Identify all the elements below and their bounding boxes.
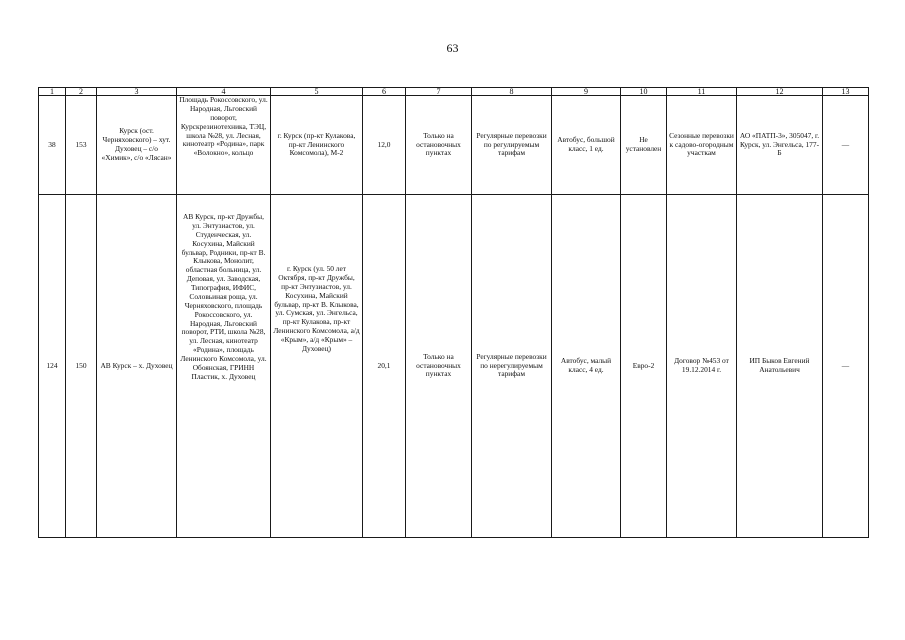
route-streets: г. Курск (пр-кт Кулакова, пр-кт Ленинского Комсомола), М-2 <box>271 96 363 195</box>
transport-type: Регулярные перевозки по регулируемым тарифам <box>472 96 552 195</box>
row-id: 124 <box>39 195 66 538</box>
eco-class: Евро-2 <box>621 195 667 538</box>
column-number: 1 <box>39 88 66 96</box>
column-number: 7 <box>406 88 472 96</box>
boarding-procedure: Только на остановочных пунктах <box>406 195 472 538</box>
start-date: Сезонные перевозки к садово-огородным участкам <box>667 96 737 195</box>
row-id: 38 <box>39 96 66 195</box>
route-number: 150 <box>66 195 97 538</box>
route-name: Курск (ост. Черняховского) – хут. Духовец – с/о «Химик», с/о «Лясан» <box>97 96 177 195</box>
column-number: 10 <box>621 88 667 96</box>
column-number: 12 <box>737 88 823 96</box>
eco-class: Не установлен <box>621 96 667 195</box>
column-number: 13 <box>823 88 869 96</box>
route-name: АВ Курск – х. Духовец <box>97 195 177 538</box>
column-number: 11 <box>667 88 737 96</box>
start-date: Договор №453 от 19.12.2014 г. <box>667 195 737 538</box>
boarding-procedure: Только на остановочных пунктах <box>406 96 472 195</box>
routes-table <box>38 87 869 538</box>
table-row <box>39 195 869 538</box>
column-number: 2 <box>66 88 97 96</box>
route-length: 20,1 <box>363 195 406 538</box>
route-streets: г. Курск (ул. 50 лет Октября, пр-кт Дружбы, пр-кт Энтузиастов, ул. Косухина, Майский бульвар, пр-кт В. Клыкова, ул. Сумская, ул. Энгельса, пр-кт Кулакова, пр-кт Ленинского Комсомола, а/д «Крым», а/д «Крым» – Духовец) <box>271 195 363 538</box>
column-number: 6 <box>363 88 406 96</box>
vehicles: Автобус, малый класс, 4 ед. <box>552 195 621 538</box>
column-number: 8 <box>472 88 552 96</box>
column-number: 9 <box>552 88 621 96</box>
page-number: 63 <box>446 41 459 55</box>
column-number: 4 <box>177 88 271 96</box>
column-number: 5 <box>271 88 363 96</box>
notes: — <box>823 96 869 195</box>
table-row <box>39 96 869 195</box>
route-stops: Площадь Рокоссовского, ул. Народная, Льговский поворот, Курскрезинотехника, ТЭЦ, школа №28, ул. Лесная, кинотеатр «Родина», парк «Волокно», кольцо <box>177 96 271 195</box>
route-length: 12,0 <box>363 96 406 195</box>
column-number: 3 <box>97 88 177 96</box>
transport-type: Регулярные перевозки по нерегулируемым тарифам <box>472 195 552 538</box>
column-numbers-row <box>39 88 869 96</box>
route-number: 153 <box>66 96 97 195</box>
carrier: ИП Быков Евгений Анатольевич <box>737 195 823 538</box>
route-stops: АВ Курск, пр-кт Дружбы, ул. Энтузиастов, ул. Студенческая, ул. Косухина, Майский бульвар, Родники, пр-кт В. Клыкова, Монолит, областная больница, ул. Деповая, ул. Заводская, Типография, ИФИС, Соловьиная роща, ул. Черняховского, площадь Рокоссовского, ул. Народная, Льговский поворот, РТИ, школа №28, ул. Лесная, кинотеатр «Родина», площадь Ленинского Комсомола, ул. Обоянская, ГРИНН Пластик, х. Духовец <box>177 195 271 538</box>
notes: — <box>823 195 869 538</box>
carrier: АО «ПАТП-3», 305047, г. Курск, ул. Энгельса, 177-Б <box>737 96 823 195</box>
vehicles: Автобус, большой класс, 1 ед. <box>552 96 621 195</box>
